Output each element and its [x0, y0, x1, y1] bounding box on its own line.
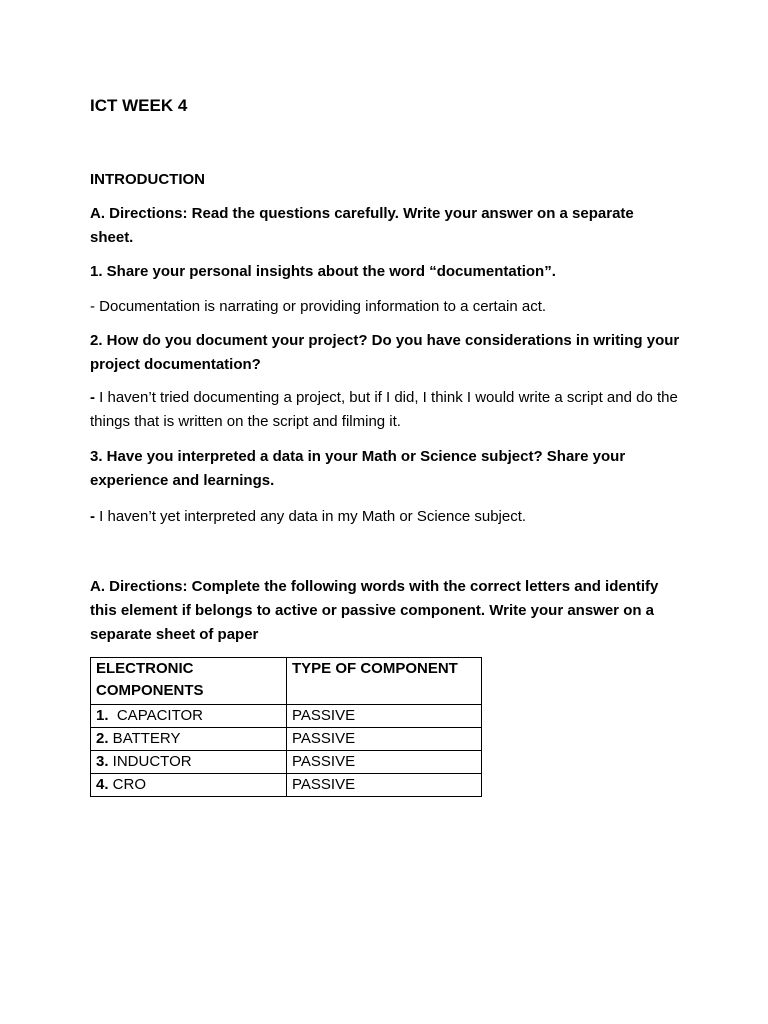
- row-number: 3.: [96, 753, 109, 770]
- component-cell: [91, 705, 287, 728]
- question-2: 2. How do you document your project? Do you have considerations in writing your project documentation?: [90, 332, 680, 373]
- component-name: INDUCTOR: [108, 753, 192, 770]
- component-name: CAPACITOR: [108, 707, 203, 724]
- answer-2-dash: -: [90, 389, 95, 406]
- question-3: 3. Have you interpreted a data in your Math or Science subject? Share your experience and learnings.: [90, 448, 626, 489]
- question-1: 1. Share your personal insights about the word “documentation”.: [90, 263, 556, 280]
- answer-1: - Documentation is narrating or providing information to a certain act.: [90, 298, 547, 315]
- row-number: 4.: [96, 776, 109, 793]
- answer-3-text: I haven’t yet interpreted any data in my Math or Science subject.: [95, 508, 527, 525]
- answer-3-dash: -: [90, 508, 95, 525]
- directions-b: A. Directions: Complete the following words with the correct letters and identify this element if belongs to active or passive component. Write your answer on a separate sheet of paper: [90, 578, 659, 643]
- document-title: ICT WEEK 4: [90, 96, 188, 115]
- answer-3: [90, 505, 680, 529]
- answer-2: [90, 386, 680, 434]
- header-type-of-component: TYPE OF COMPONENT: [287, 658, 482, 705]
- intro-heading: INTRODUCTION: [90, 171, 205, 188]
- component-name: BATTERY: [108, 730, 181, 747]
- component-name: CRO: [108, 776, 147, 793]
- row-number: 2.: [96, 730, 109, 747]
- component-cell: [91, 751, 287, 774]
- type-cell: PASSIVE: [287, 728, 482, 751]
- component-cell: [91, 774, 287, 797]
- table-row: [91, 705, 482, 728]
- table-row: [91, 751, 482, 774]
- directions-a: A. Directions: Read the questions carefully. Write your answer on a separate sheet.: [90, 205, 634, 246]
- header-electronic-components: ELECTRONIC COMPONENTS: [91, 658, 287, 705]
- table-header-row: [91, 658, 482, 705]
- components-table: [90, 657, 482, 797]
- type-cell: PASSIVE: [287, 774, 482, 797]
- table-row: [91, 774, 482, 797]
- type-cell: PASSIVE: [287, 751, 482, 774]
- table-row: [91, 728, 482, 751]
- type-cell: PASSIVE: [287, 705, 482, 728]
- row-number: 1.: [96, 707, 109, 724]
- component-cell: [91, 728, 287, 751]
- answer-2-text: I haven’t tried documenting a project, but if I did, I think I would write a script and do the things that is written on the script and filming it.: [90, 389, 678, 430]
